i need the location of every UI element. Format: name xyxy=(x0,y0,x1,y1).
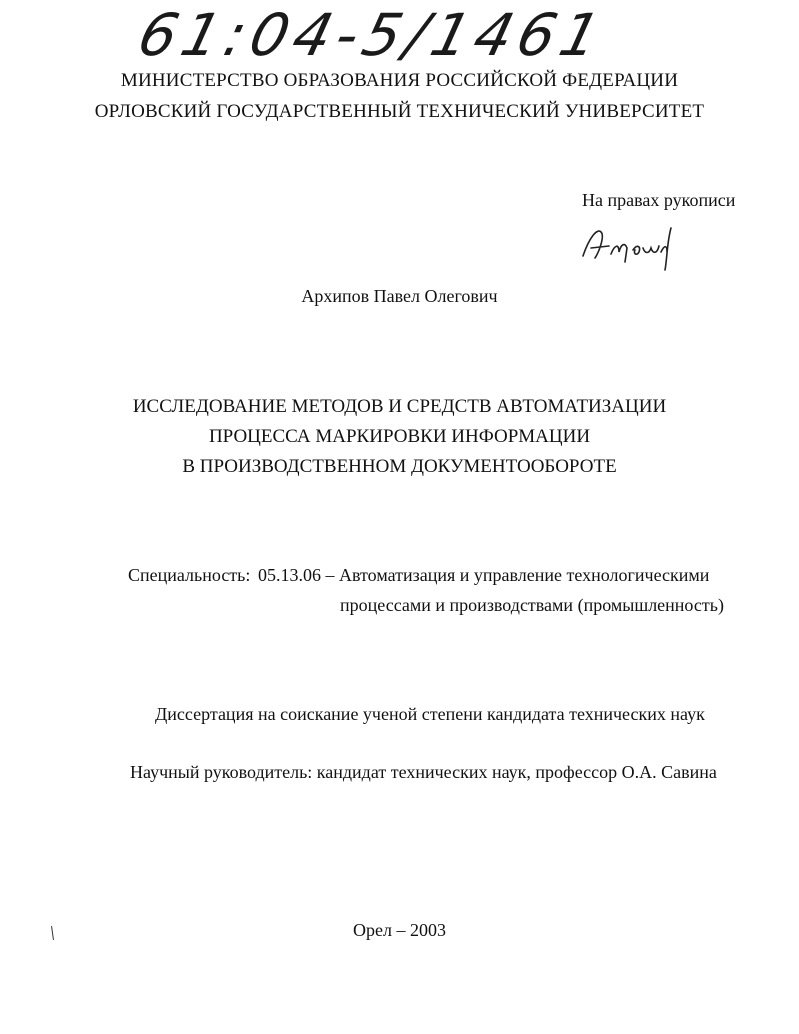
specialty-label: Специальность: xyxy=(128,565,251,585)
handwritten-code: 61:04-5/1461 xyxy=(131,1,613,69)
dissertation-title-line-3: В ПРОИЗВОДСТВЕННОМ ДОКУМЕНТООБОРОТЕ xyxy=(182,456,617,477)
author-signature xyxy=(575,218,695,278)
author-name: Архипов Павел Олегович xyxy=(301,286,498,306)
dissertation-title-line-2: ПРОЦЕССА МАРКИРОВКИ ИНФОРМАЦИИ xyxy=(208,426,591,447)
specialty-line-2: процессами и производствами (промышленность) xyxy=(340,595,724,615)
rights-note: На правах рукописи xyxy=(582,190,736,210)
ministry-heading: МИНИСТЕРСТВО ОБРАЗОВАНИЯ РОССИЙСКОЙ ФЕДЕРАЦИИ xyxy=(120,70,679,91)
dissertation-title-line-1: ИССЛЕДОВАНИЕ МЕТОДОВ И СРЕДСТВ АВТОМАТИЗАЦИИ xyxy=(132,396,667,417)
supervisor-line: Научный руководитель: кандидат технических наук, профессор О.А. Савина xyxy=(130,762,717,782)
dissertation-statement: Диссертация на соискание ученой степени кандидата технических наук xyxy=(155,704,705,724)
city-year: Орел – 2003 xyxy=(353,920,446,940)
university-heading: ОРЛОВСКИЙ ГОСУДАРСТВЕННЫЙ ТЕХНИЧЕСКИЙ УНИВЕРСИТЕТ xyxy=(94,101,705,122)
specialty-line-1: 05.13.06 – Автоматизация и управление технологическими xyxy=(258,565,710,585)
